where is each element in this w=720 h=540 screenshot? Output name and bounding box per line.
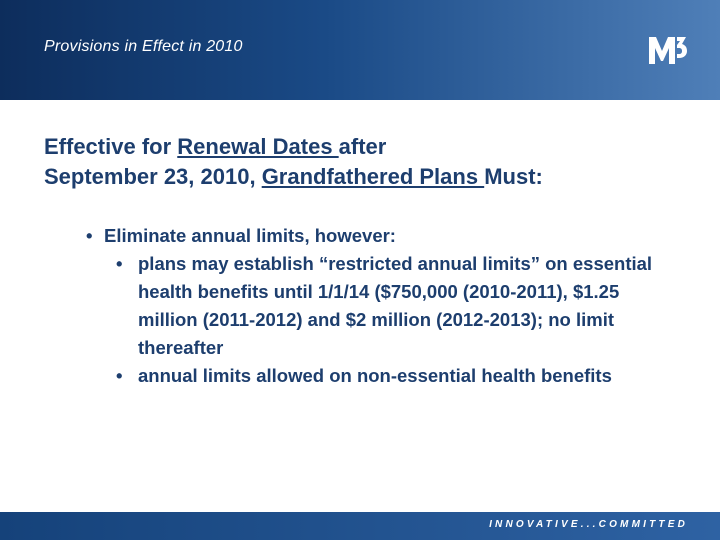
bullet-item <box>86 222 686 250</box>
heading-line2-prefix: September 23, 2010, <box>44 164 262 189</box>
sub-bullet-item <box>116 362 658 390</box>
slide-heading <box>44 132 704 192</box>
bullet-icon: • <box>116 253 123 274</box>
footer-tagline: INNOVATIVE...COMMITTED <box>489 519 688 530</box>
bullet-icon: • <box>86 225 93 246</box>
sub-bullet-text: annual limits allowed on non-essential health benefits <box>138 365 612 386</box>
bullet-list <box>86 222 686 390</box>
sub-bullet-item <box>116 250 658 362</box>
heading-must: Must: <box>484 164 543 189</box>
bullet-icon: • <box>116 365 123 386</box>
m3-logo-icon <box>648 34 688 66</box>
bullet-text: Eliminate annual limits, however: <box>104 225 396 246</box>
grandfathered-plans-term: Grandfathered Plans <box>261 164 485 189</box>
renewal-dates-term: Renewal Dates <box>177 134 339 159</box>
footer-band <box>0 512 720 540</box>
heading-prefix: Effective for <box>44 134 178 159</box>
slide-section-title: Provisions in Effect in 2010 <box>44 38 243 55</box>
header-band <box>0 0 720 100</box>
heading-after: after <box>338 134 387 159</box>
sub-bullet-text: plans may establish “restricted annual limits” on essential health benefits until 1/1/14 ($750,000 (2010-2011), $1.25 million (2011-2012) and $2 million (2012-2013); no limit thereafter <box>138 253 653 358</box>
